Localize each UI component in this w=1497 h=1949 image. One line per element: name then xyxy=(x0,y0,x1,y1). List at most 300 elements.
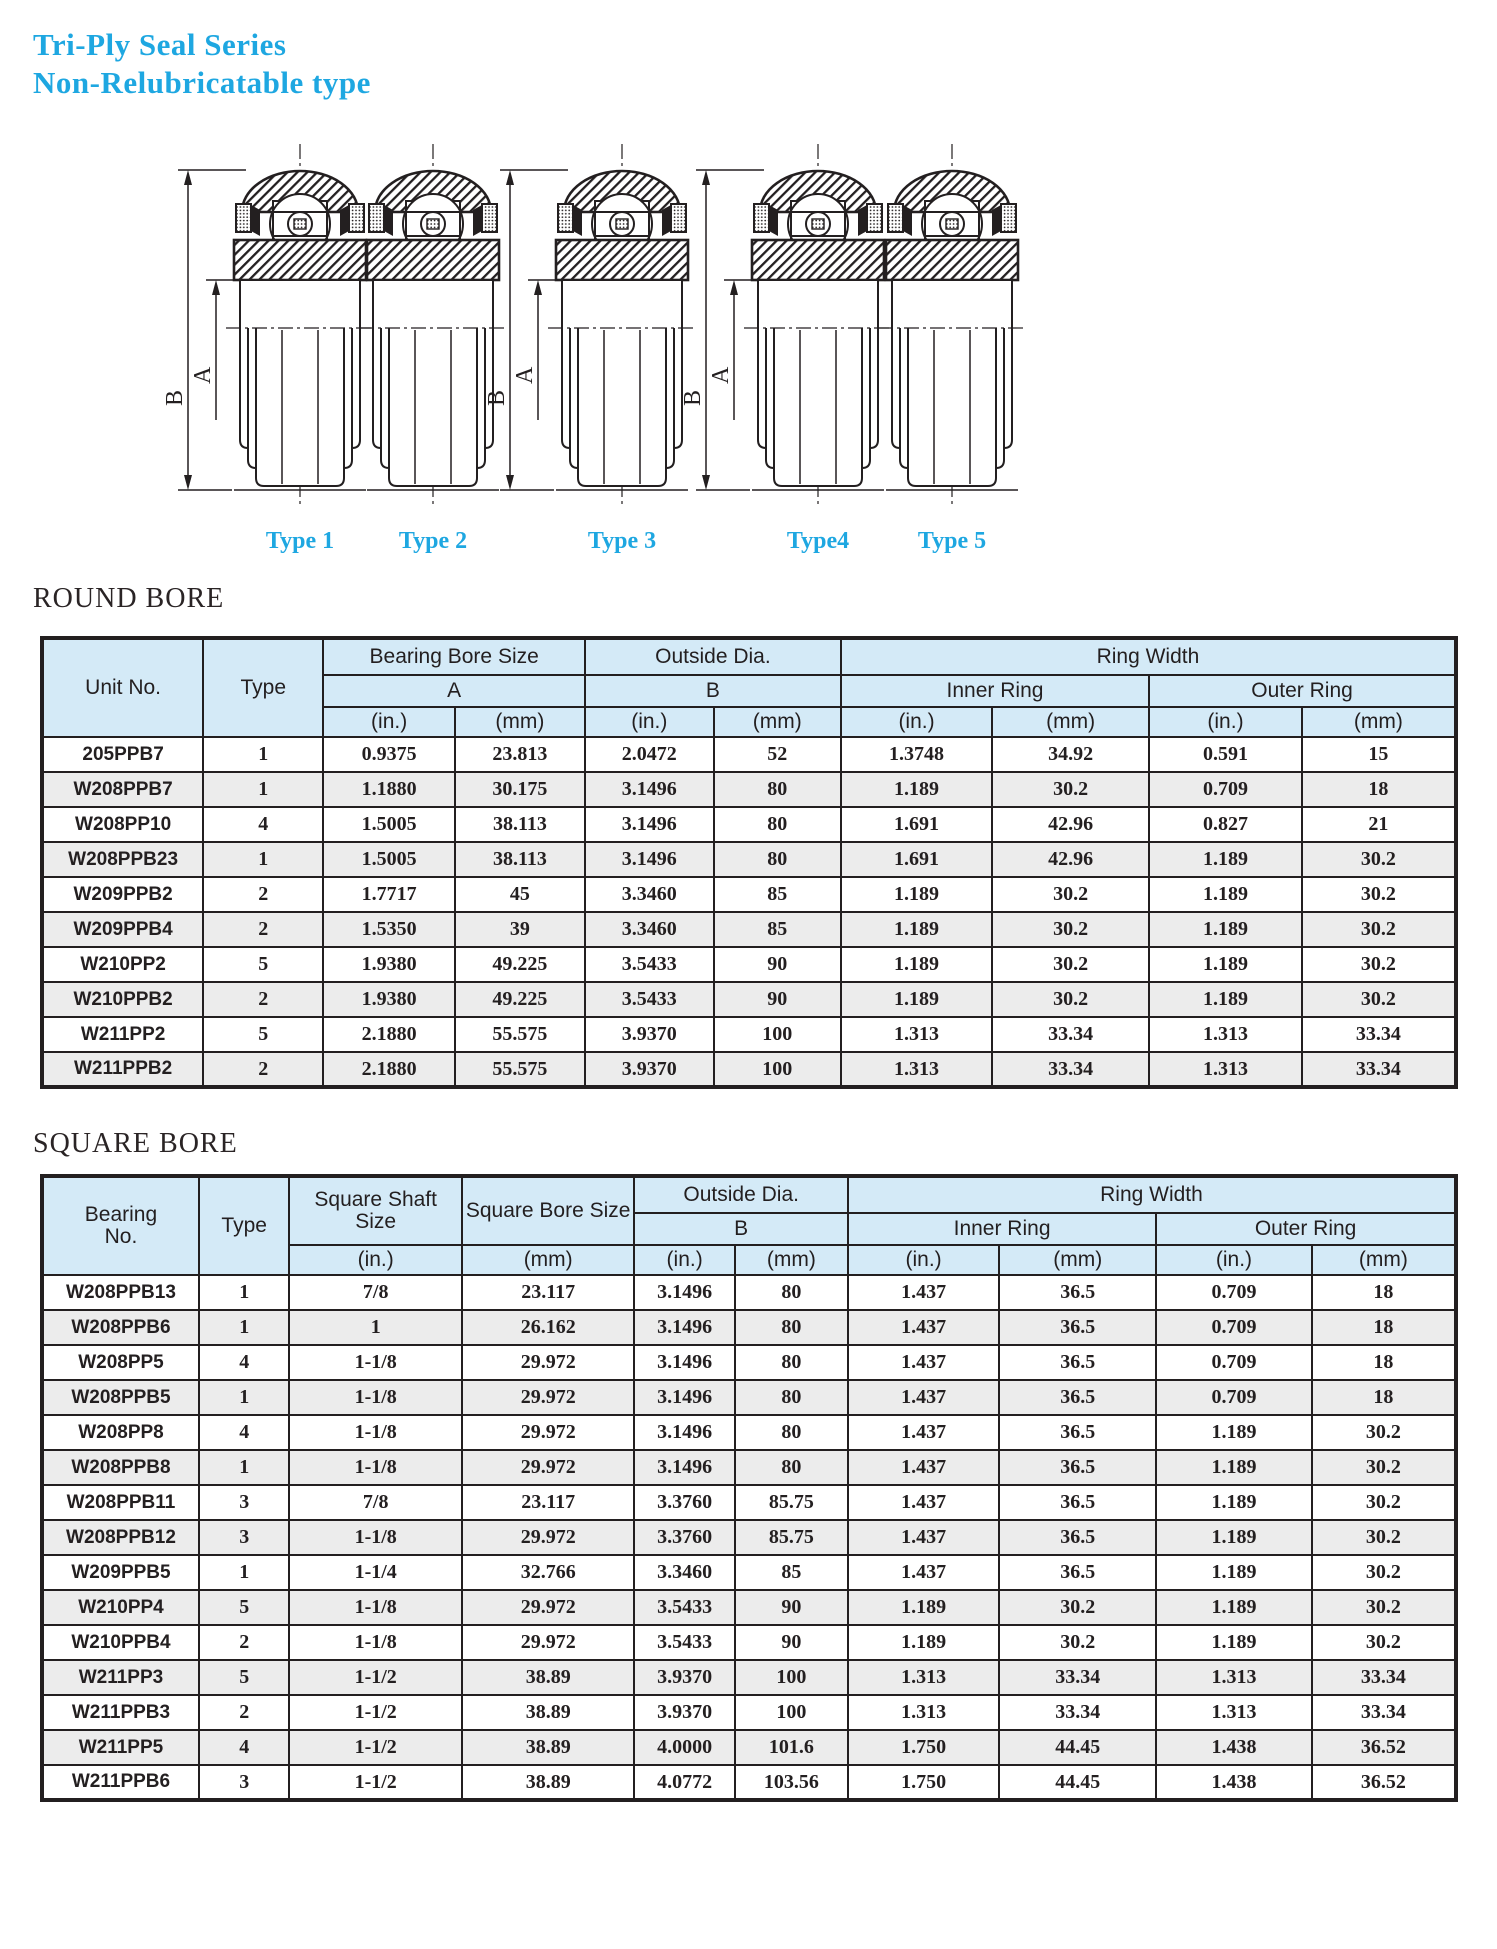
value-cell: 3.3760 xyxy=(634,1485,734,1520)
bearing-figure-type1 xyxy=(226,144,374,504)
page-title xyxy=(33,26,371,102)
round-bore-table xyxy=(40,636,1458,1089)
value-cell: 33.34 xyxy=(999,1660,1156,1695)
value-cell: 2 xyxy=(203,877,323,912)
value-cell: 3.5433 xyxy=(585,947,714,982)
unit-no-cell: W208PP5 xyxy=(42,1345,199,1380)
value-cell: 33.34 xyxy=(1302,1017,1456,1052)
value-cell: 33.34 xyxy=(992,1052,1149,1087)
value-cell: 1.189 xyxy=(1149,982,1302,1017)
table-row xyxy=(42,1730,1456,1765)
unit-header-cell: (in.) xyxy=(634,1245,734,1275)
page-title-line1: Tri-Ply Seal Series xyxy=(33,27,287,62)
value-cell: 1.7717 xyxy=(323,877,455,912)
value-cell: 7/8 xyxy=(289,1485,462,1520)
value-cell: 18 xyxy=(1312,1380,1456,1415)
table-row xyxy=(42,1695,1456,1730)
value-cell: 1.189 xyxy=(1156,1590,1312,1625)
unit-no-cell: W208PP10 xyxy=(42,807,203,842)
value-cell: 1 xyxy=(199,1275,289,1310)
table-row xyxy=(42,1520,1456,1555)
value-cell: 30.2 xyxy=(1312,1520,1456,1555)
unit-no-cell: W209PPB2 xyxy=(42,877,203,912)
value-cell: 55.575 xyxy=(455,1017,585,1052)
value-cell: 36.5 xyxy=(999,1520,1156,1555)
dims-type4 xyxy=(680,170,764,490)
value-cell: 44.45 xyxy=(999,1765,1156,1800)
value-cell: 80 xyxy=(735,1415,848,1450)
value-cell: 3.9370 xyxy=(585,1017,714,1052)
col-bearing-no-line1: Bearing xyxy=(84,1202,158,1226)
value-cell: 3.1496 xyxy=(634,1450,734,1485)
value-cell: 1.437 xyxy=(848,1415,999,1450)
col-outside-dia: Outside Dia. xyxy=(585,638,841,675)
value-cell: 1.5350 xyxy=(323,912,455,947)
table-row xyxy=(42,1310,1456,1345)
value-cell: 1-1/2 xyxy=(289,1765,462,1800)
value-cell: 1.313 xyxy=(848,1695,999,1730)
value-cell: 38.89 xyxy=(462,1660,635,1695)
unit-no-cell: W210PPB2 xyxy=(42,982,203,1017)
value-cell: 34.92 xyxy=(992,737,1149,772)
value-cell: 4 xyxy=(199,1345,289,1380)
value-cell: 42.96 xyxy=(992,842,1149,877)
unit-header-cell: (mm) xyxy=(992,707,1149,737)
value-cell: 38.89 xyxy=(462,1695,635,1730)
value-cell: 44.45 xyxy=(999,1730,1156,1765)
value-cell: 1.313 xyxy=(848,1660,999,1695)
unit-no-cell: W211PPB2 xyxy=(42,1052,203,1087)
value-cell: 0.709 xyxy=(1156,1275,1312,1310)
value-cell: 1.189 xyxy=(1149,877,1302,912)
value-cell: 52 xyxy=(714,737,841,772)
value-cell: 36.5 xyxy=(999,1345,1156,1380)
value-cell: 30.2 xyxy=(1312,1555,1456,1590)
value-cell: 30.2 xyxy=(992,947,1149,982)
value-cell: 30.2 xyxy=(992,877,1149,912)
value-cell: 1.189 xyxy=(841,982,992,1017)
value-cell: 1.750 xyxy=(848,1730,999,1765)
value-cell: 38.113 xyxy=(455,807,585,842)
value-cell: 1.189 xyxy=(848,1590,999,1625)
unit-no-cell: W208PP8 xyxy=(42,1415,199,1450)
value-cell: 39 xyxy=(455,912,585,947)
col-ring-width: Ring Width xyxy=(848,1176,1456,1213)
value-cell: 29.972 xyxy=(462,1625,635,1660)
unit-header-cell: (in.) xyxy=(841,707,992,737)
table-row xyxy=(42,947,1456,982)
value-cell: 30.2 xyxy=(1302,842,1456,877)
value-cell: 3.9370 xyxy=(585,1052,714,1087)
value-cell: 1.189 xyxy=(1156,1520,1312,1555)
value-cell: 3.1496 xyxy=(634,1380,734,1415)
col-outside-dia: Outside Dia. xyxy=(634,1176,848,1213)
table-row xyxy=(42,982,1456,1017)
value-cell: 30.2 xyxy=(1312,1625,1456,1660)
value-cell: 0.709 xyxy=(1156,1380,1312,1415)
value-cell: 18 xyxy=(1312,1345,1456,1380)
table-row xyxy=(42,737,1456,772)
type1-label: Type 1 xyxy=(265,528,335,554)
value-cell: 4.0772 xyxy=(634,1765,734,1800)
table-row xyxy=(42,1660,1456,1695)
value-cell: 85 xyxy=(735,1555,848,1590)
value-cell: 80 xyxy=(714,772,841,807)
unit-no-cell: W208PPB23 xyxy=(42,842,203,877)
value-cell: 1.437 xyxy=(848,1520,999,1555)
value-cell: 1.189 xyxy=(1149,947,1302,982)
value-cell: 29.972 xyxy=(462,1345,635,1380)
col-square-shaft-size: Square Shaft Size xyxy=(289,1176,462,1245)
value-cell: 30.2 xyxy=(1312,1590,1456,1625)
value-cell: 3.3460 xyxy=(634,1555,734,1590)
value-cell: 2 xyxy=(203,1052,323,1087)
value-cell: 80 xyxy=(714,842,841,877)
table-row xyxy=(42,1555,1456,1590)
value-cell: 100 xyxy=(714,1052,841,1087)
value-cell: 4.0000 xyxy=(634,1730,734,1765)
value-cell: 26.162 xyxy=(462,1310,635,1345)
value-cell: 45 xyxy=(455,877,585,912)
col-ring-width: Ring Width xyxy=(841,638,1456,675)
value-cell: 1.9380 xyxy=(323,947,455,982)
bearing-figure-type3 xyxy=(548,144,696,504)
value-cell: 1.313 xyxy=(1149,1017,1302,1052)
unit-no-cell: W211PPB6 xyxy=(42,1765,199,1800)
value-cell: 1.437 xyxy=(848,1380,999,1415)
value-cell: 3 xyxy=(199,1485,289,1520)
value-cell: 1.313 xyxy=(1156,1660,1312,1695)
value-cell: 23.117 xyxy=(462,1275,635,1310)
value-cell: 1-1/8 xyxy=(289,1520,462,1555)
unit-no-cell: W208PPB11 xyxy=(42,1485,199,1520)
value-cell: 85 xyxy=(714,912,841,947)
col-bearing-bore-size: Bearing Bore Size xyxy=(323,638,585,675)
value-cell: 101.6 xyxy=(735,1730,848,1765)
col-bearing-no xyxy=(42,1176,199,1275)
value-cell: 1.750 xyxy=(848,1765,999,1800)
table-row xyxy=(42,1415,1456,1450)
col-unit-no: Unit No. xyxy=(42,638,203,737)
value-cell: 36.5 xyxy=(999,1485,1156,1520)
value-cell: 1-1/8 xyxy=(289,1345,462,1380)
value-cell: 1 xyxy=(199,1555,289,1590)
value-cell: 30.2 xyxy=(1312,1450,1456,1485)
table-row xyxy=(42,1052,1456,1087)
value-cell: 32.766 xyxy=(462,1555,635,1590)
value-cell: 3.1496 xyxy=(634,1275,734,1310)
value-cell: 90 xyxy=(714,947,841,982)
value-cell: 36.52 xyxy=(1312,1730,1456,1765)
unit-no-cell: W210PPB4 xyxy=(42,1625,199,1660)
type3-label: Type 3 xyxy=(587,528,657,554)
table-row xyxy=(42,842,1456,877)
value-cell: 3.3460 xyxy=(585,912,714,947)
unit-header-cell: (in.) xyxy=(1149,707,1302,737)
unit-header-cell: (mm) xyxy=(714,707,841,737)
value-cell: 1.189 xyxy=(1156,1625,1312,1660)
value-cell: 2 xyxy=(199,1695,289,1730)
unit-header-cell: (mm) xyxy=(462,1245,635,1275)
bearing-figure-type4 xyxy=(744,144,892,504)
value-cell: 33.34 xyxy=(999,1695,1156,1730)
value-cell: 18 xyxy=(1312,1275,1456,1310)
value-cell: 1 xyxy=(203,737,323,772)
unit-header-cell: (mm) xyxy=(1302,707,1456,737)
value-cell: 1.189 xyxy=(1156,1555,1312,1590)
value-cell: 3.9370 xyxy=(634,1660,734,1695)
value-cell: 1 xyxy=(203,842,323,877)
value-cell: 38.113 xyxy=(455,842,585,877)
value-cell: 103.56 xyxy=(735,1765,848,1800)
type5-label: Type 5 xyxy=(917,528,987,554)
value-cell: 1.313 xyxy=(841,1052,992,1087)
value-cell: 18 xyxy=(1312,1310,1456,1345)
value-cell: 30.2 xyxy=(992,772,1149,807)
table-row xyxy=(42,1380,1456,1415)
value-cell: 55.575 xyxy=(455,1052,585,1087)
value-cell: 49.225 xyxy=(455,947,585,982)
value-cell: 1.189 xyxy=(1156,1450,1312,1485)
value-cell: 1-1/4 xyxy=(289,1555,462,1590)
round-bore-body xyxy=(42,737,1456,1087)
value-cell: 30.2 xyxy=(992,912,1149,947)
value-cell: 49.225 xyxy=(455,982,585,1017)
value-cell: 1.437 xyxy=(848,1485,999,1520)
value-cell: 3 xyxy=(199,1520,289,1555)
value-cell: 5 xyxy=(199,1590,289,1625)
unit-no-cell: W209PPB5 xyxy=(42,1555,199,1590)
value-cell: 3.1496 xyxy=(634,1415,734,1450)
value-cell: 0.827 xyxy=(1149,807,1302,842)
value-cell: 30.2 xyxy=(1312,1485,1456,1520)
value-cell: 1.189 xyxy=(841,877,992,912)
table-row xyxy=(42,807,1456,842)
value-cell: 7/8 xyxy=(289,1275,462,1310)
value-cell: 30.2 xyxy=(999,1625,1156,1660)
value-cell: 5 xyxy=(203,947,323,982)
value-cell: 30.2 xyxy=(1302,982,1456,1017)
value-cell: 1.437 xyxy=(848,1555,999,1590)
unit-header-cell: (in.) xyxy=(848,1245,999,1275)
bearing-figure-type5 xyxy=(878,144,1026,504)
type4-label: Type4 xyxy=(786,528,850,554)
value-cell: 1.189 xyxy=(841,912,992,947)
unit-header-cell: (mm) xyxy=(455,707,585,737)
value-cell: 1.691 xyxy=(841,842,992,877)
unit-header-cell: (in.) xyxy=(1156,1245,1312,1275)
col-type: Type xyxy=(199,1176,289,1275)
value-cell: 3.3460 xyxy=(585,877,714,912)
value-cell: 29.972 xyxy=(462,1520,635,1555)
value-cell: 30.2 xyxy=(1302,912,1456,947)
unit-header-cell: (mm) xyxy=(999,1245,1156,1275)
value-cell: 1.5005 xyxy=(323,842,455,877)
unit-no-cell: W211PP2 xyxy=(42,1017,203,1052)
value-cell: 1-1/8 xyxy=(289,1415,462,1450)
value-cell: 38.89 xyxy=(462,1765,635,1800)
table-row xyxy=(42,1450,1456,1485)
value-cell: 1.313 xyxy=(841,1017,992,1052)
table-row xyxy=(42,1017,1456,1052)
unit-no-cell: W208PPB12 xyxy=(42,1520,199,1555)
bearing-figure-type2 xyxy=(359,144,507,504)
value-cell: 33.34 xyxy=(1302,1052,1456,1087)
value-cell: 30.2 xyxy=(1302,877,1456,912)
value-cell: 3.1496 xyxy=(585,842,714,877)
value-cell: 0.709 xyxy=(1156,1345,1312,1380)
value-cell: 3.5433 xyxy=(585,982,714,1017)
value-cell: 3.1496 xyxy=(585,807,714,842)
unit-no-cell: W208PPB8 xyxy=(42,1450,199,1485)
value-cell: 30.2 xyxy=(1302,947,1456,982)
value-cell: 36.5 xyxy=(999,1555,1156,1590)
value-cell: 29.972 xyxy=(462,1380,635,1415)
value-cell: 3 xyxy=(199,1765,289,1800)
value-cell: 5 xyxy=(199,1660,289,1695)
round-bore-header xyxy=(42,638,1456,737)
col-a: A xyxy=(323,675,585,707)
value-cell: 3.1496 xyxy=(585,772,714,807)
unit-no-cell: W211PP3 xyxy=(42,1660,199,1695)
value-cell: 1.5005 xyxy=(323,807,455,842)
bearing-type-diagrams: B A Type 1 Type 2 Type 3 Type4 Type 5 xyxy=(170,138,1070,558)
unit-no-cell: W208PPB7 xyxy=(42,772,203,807)
value-cell: 42.96 xyxy=(992,807,1149,842)
value-cell: 36.5 xyxy=(999,1415,1156,1450)
value-cell: 18 xyxy=(1302,772,1456,807)
value-cell: 90 xyxy=(735,1590,848,1625)
dims-type1 xyxy=(162,170,246,490)
value-cell: 2.1880 xyxy=(323,1017,455,1052)
value-cell: 1-1/2 xyxy=(289,1730,462,1765)
value-cell: 1.437 xyxy=(848,1310,999,1345)
value-cell: 1 xyxy=(203,772,323,807)
value-cell: 1.189 xyxy=(1156,1415,1312,1450)
value-cell: 1.189 xyxy=(1149,912,1302,947)
value-cell: 80 xyxy=(735,1380,848,1415)
value-cell: 1 xyxy=(199,1380,289,1415)
value-cell: 1-1/8 xyxy=(289,1450,462,1485)
unit-no-cell: W209PPB4 xyxy=(42,912,203,947)
table-row xyxy=(42,1590,1456,1625)
value-cell: 29.972 xyxy=(462,1415,635,1450)
value-cell: 80 xyxy=(735,1345,848,1380)
value-cell: 1.437 xyxy=(848,1345,999,1380)
value-cell: 1 xyxy=(199,1310,289,1345)
unit-header-cell: (in.) xyxy=(585,707,714,737)
value-cell: 80 xyxy=(735,1450,848,1485)
unit-no-cell: W211PPB3 xyxy=(42,1695,199,1730)
col-inner-ring: Inner Ring xyxy=(841,675,1149,707)
unit-header-cell: (in.) xyxy=(323,707,455,737)
value-cell: 85 xyxy=(714,877,841,912)
value-cell: 1-1/8 xyxy=(289,1625,462,1660)
unit-no-cell: W210PP2 xyxy=(42,947,203,982)
value-cell: 85.75 xyxy=(735,1485,848,1520)
value-cell: 30.2 xyxy=(999,1590,1156,1625)
value-cell: 3.3760 xyxy=(634,1520,734,1555)
value-cell: 30.2 xyxy=(1312,1415,1456,1450)
value-cell: 21 xyxy=(1302,807,1456,842)
value-cell: 3.5433 xyxy=(634,1590,734,1625)
value-cell: 29.972 xyxy=(462,1590,635,1625)
value-cell: 1.313 xyxy=(1156,1695,1312,1730)
unit-no-cell: W208PPB5 xyxy=(42,1380,199,1415)
value-cell: 1-1/8 xyxy=(289,1380,462,1415)
value-cell: 3.5433 xyxy=(634,1625,734,1660)
value-cell: 1.438 xyxy=(1156,1765,1312,1800)
value-cell: 36.5 xyxy=(999,1380,1156,1415)
unit-header-cell: (in.) xyxy=(289,1245,462,1275)
value-cell: 1.438 xyxy=(1156,1730,1312,1765)
value-cell: 23.813 xyxy=(455,737,585,772)
value-cell: 33.34 xyxy=(1312,1695,1456,1730)
value-cell: 1.189 xyxy=(1149,842,1302,877)
table-row xyxy=(42,1345,1456,1380)
square-bore-heading: SQUARE BORE xyxy=(33,1128,238,1159)
value-cell: 2.1880 xyxy=(323,1052,455,1087)
table-row xyxy=(42,772,1456,807)
value-cell: 3.9370 xyxy=(634,1695,734,1730)
value-cell: 38.89 xyxy=(462,1730,635,1765)
table-row xyxy=(42,1765,1456,1800)
page-title-line2: Non-Relubricatable type xyxy=(33,65,371,100)
unit-no-cell: W211PP5 xyxy=(42,1730,199,1765)
square-bore-header xyxy=(42,1176,1456,1275)
value-cell: 0.591 xyxy=(1149,737,1302,772)
value-cell: 36.52 xyxy=(1312,1765,1456,1800)
col-square-bore-size: Square Bore Size xyxy=(462,1176,635,1245)
value-cell: 36.5 xyxy=(999,1450,1156,1485)
value-cell: 1.437 xyxy=(848,1275,999,1310)
value-cell: 80 xyxy=(714,807,841,842)
value-cell: 3.1496 xyxy=(634,1345,734,1380)
col-bearing-no-line2: No. xyxy=(104,1225,138,1248)
value-cell: 1-1/2 xyxy=(289,1660,462,1695)
value-cell: 4 xyxy=(203,807,323,842)
col-outer-ring: Outer Ring xyxy=(1149,675,1456,707)
value-cell: 33.34 xyxy=(992,1017,1149,1052)
value-cell: 1.189 xyxy=(1156,1485,1312,1520)
value-cell: 80 xyxy=(735,1275,848,1310)
col-outer-ring: Outer Ring xyxy=(1156,1213,1456,1245)
value-cell: 1.313 xyxy=(1149,1052,1302,1087)
value-cell: 80 xyxy=(735,1310,848,1345)
value-cell: 15 xyxy=(1302,737,1456,772)
value-cell: 1-1/2 xyxy=(289,1695,462,1730)
value-cell: 1.691 xyxy=(841,807,992,842)
value-cell: 30.2 xyxy=(992,982,1149,1017)
value-cell: 1-1/8 xyxy=(289,1590,462,1625)
col-b: B xyxy=(585,675,841,707)
value-cell: 23.117 xyxy=(462,1485,635,1520)
value-cell: 85.75 xyxy=(735,1520,848,1555)
square-bore-table xyxy=(40,1174,1458,1802)
value-cell: 0.709 xyxy=(1149,772,1302,807)
value-cell: 4 xyxy=(199,1415,289,1450)
table-row xyxy=(42,912,1456,947)
value-cell: 36.5 xyxy=(999,1310,1156,1345)
unit-header-cell: (mm) xyxy=(735,1245,848,1275)
col-inner-ring: Inner Ring xyxy=(848,1213,1156,1245)
value-cell: 2.0472 xyxy=(585,737,714,772)
value-cell: 1.189 xyxy=(848,1625,999,1660)
value-cell: 1 xyxy=(289,1310,462,1345)
value-cell: 90 xyxy=(735,1625,848,1660)
table-row xyxy=(42,877,1456,912)
value-cell: 1.3748 xyxy=(841,737,992,772)
